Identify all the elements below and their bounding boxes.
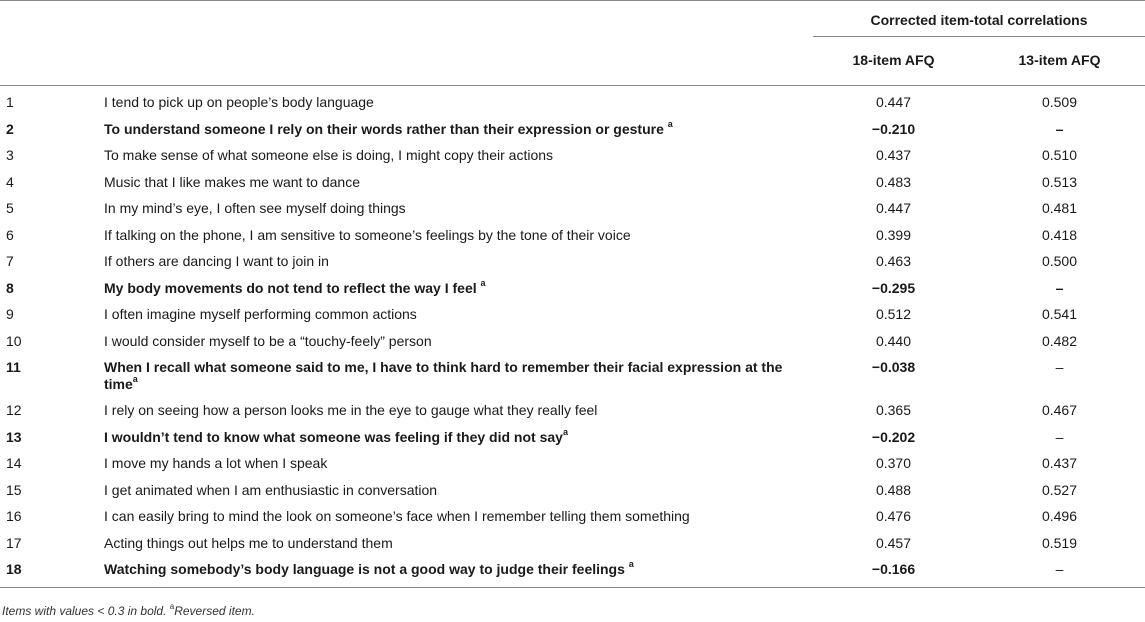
item-text: Watching somebody’s body language is not a good way to judge their feelings xyxy=(104,561,625,577)
item-number: 14 xyxy=(6,455,22,471)
column-header-13-item: 13-item AFQ xyxy=(974,37,1145,86)
table-row xyxy=(0,354,1145,397)
reversed-marker: a xyxy=(480,277,486,288)
header-row-columns xyxy=(0,37,1145,86)
value-13-item: 0.467 xyxy=(1041,402,1078,418)
item-text: If others are dancing I want to join in xyxy=(104,253,329,269)
item-text-cell xyxy=(104,503,813,530)
footnote-text: Items with values < 0.3 in bold. xyxy=(2,604,167,618)
value-13-item: 0.541 xyxy=(1041,306,1078,322)
item-number: 3 xyxy=(6,147,14,163)
value-18-item: 0.399 xyxy=(875,226,912,243)
value-18-item: 0.440 xyxy=(875,332,912,349)
item-text-cell xyxy=(104,450,813,477)
table-row xyxy=(0,424,1145,451)
footnote-sup: a xyxy=(169,602,175,611)
item-number: 1 xyxy=(6,94,14,110)
item-text: In my mind’s eye, I often see myself doing things xyxy=(104,200,406,216)
item-number: 13 xyxy=(6,428,22,445)
value-18-item: 0.463 xyxy=(875,253,912,269)
item-text-cell xyxy=(104,397,813,424)
item-number: 18 xyxy=(6,561,22,577)
table-row xyxy=(0,397,1145,424)
value-18-item: 0.512 xyxy=(875,306,912,322)
item-text: When I recall what someone said to me, I have to think hard to remember their facial expression at the time xyxy=(104,359,783,392)
value-18-item: 0.365 xyxy=(875,402,912,418)
value-13-item: 0.496 xyxy=(1041,508,1078,524)
reversed-marker: a xyxy=(562,426,568,437)
table-row xyxy=(0,248,1145,275)
value-13-item: 0.482 xyxy=(1041,332,1078,349)
item-text-cell xyxy=(104,530,813,557)
item-number: 4 xyxy=(6,173,14,190)
item-number: 10 xyxy=(6,332,22,349)
item-text-cell xyxy=(104,354,813,397)
column-header-18-item: 18-item AFQ xyxy=(813,37,974,86)
value-13-item: 0.513 xyxy=(1041,173,1078,190)
item-text-cell xyxy=(104,116,813,143)
value-13-item: – xyxy=(1055,359,1064,375)
item-text-cell xyxy=(104,424,813,451)
item-text-cell xyxy=(104,556,813,583)
value-18-item: −0.210 xyxy=(871,120,916,137)
item-number: 9 xyxy=(6,306,14,322)
value-18-item: −0.295 xyxy=(871,279,916,296)
footnote-text-2: Reversed item. xyxy=(174,604,255,618)
item-text: I wouldn’t tend to know what someone was feeling if they did not say xyxy=(104,428,563,445)
value-13-item: 0.510 xyxy=(1041,147,1078,163)
table-row xyxy=(0,301,1145,328)
item-text: I get animated when I am enthusiastic in conversation xyxy=(104,481,438,498)
value-18-item: 0.370 xyxy=(875,455,912,471)
item-text-cell xyxy=(104,275,813,302)
table-row xyxy=(0,275,1145,302)
table-row xyxy=(0,86,1145,116)
table-footnote xyxy=(2,604,255,618)
value-13-item: 0.481 xyxy=(1041,200,1078,216)
item-text-cell xyxy=(104,248,813,275)
header-row-group xyxy=(0,1,1145,37)
item-text-cell xyxy=(104,477,813,504)
item-number: 2 xyxy=(6,120,14,137)
table-row xyxy=(0,503,1145,530)
value-13-item: – xyxy=(1055,120,1064,137)
item-text-cell xyxy=(104,142,813,169)
item-number: 8 xyxy=(6,279,14,296)
reversed-marker: a xyxy=(667,118,673,129)
item-text-cell xyxy=(104,86,813,116)
item-text-cell xyxy=(104,169,813,196)
value-13-item: 0.418 xyxy=(1041,226,1078,243)
item-number: 16 xyxy=(6,508,22,524)
item-text: I move my hands a lot when I speak xyxy=(104,455,328,471)
value-18-item: 0.488 xyxy=(875,481,912,498)
value-13-item: – xyxy=(1055,561,1064,577)
value-13-item: 0.509 xyxy=(1041,94,1078,110)
item-text-cell xyxy=(104,328,813,355)
table-row xyxy=(0,530,1145,557)
item-text: I tend to pick up on people’s body language xyxy=(104,94,374,110)
value-13-item: – xyxy=(1055,428,1064,445)
reversed-marker: a xyxy=(628,559,634,570)
reversed-marker: a xyxy=(132,373,138,384)
table-row xyxy=(0,450,1145,477)
value-13-item: 0.437 xyxy=(1041,455,1078,471)
item-text: I can easily bring to mind the look on someone’s face when I remember telling them something xyxy=(104,508,690,524)
value-13-item: 0.527 xyxy=(1041,481,1078,498)
item-number: 7 xyxy=(6,253,14,269)
value-13-item: – xyxy=(1055,279,1064,296)
table-row xyxy=(0,328,1145,355)
table-row xyxy=(0,169,1145,196)
value-13-item: 0.519 xyxy=(1041,534,1078,551)
value-18-item: 0.447 xyxy=(875,94,912,110)
table-row xyxy=(0,556,1145,583)
item-text-cell xyxy=(104,301,813,328)
item-text: To make sense of what someone else is doing, I might copy their actions xyxy=(104,147,554,163)
value-18-item: 0.437 xyxy=(875,147,912,163)
value-18-item: −0.166 xyxy=(871,561,916,577)
value-18-item: −0.202 xyxy=(871,428,916,445)
table-row xyxy=(0,116,1145,143)
item-number: 15 xyxy=(6,481,22,498)
table-row xyxy=(0,222,1145,249)
item-text: If talking on the phone, I am sensitive to someone’s feelings by the tone of their voice xyxy=(104,226,631,243)
item-text-cell xyxy=(104,195,813,222)
value-18-item: 0.447 xyxy=(875,200,912,216)
item-number: 5 xyxy=(6,200,14,216)
item-number: 11 xyxy=(6,359,21,375)
item-number: 12 xyxy=(6,402,22,418)
item-number: 17 xyxy=(6,534,22,551)
item-text: Acting things out helps me to understand them xyxy=(104,534,393,551)
table-row xyxy=(0,142,1145,169)
group-header: Corrected item-total correlations xyxy=(813,1,1145,37)
value-13-item: 0.500 xyxy=(1041,253,1078,269)
table-row xyxy=(0,477,1145,504)
item-number: 6 xyxy=(6,226,14,243)
item-text-cell xyxy=(104,222,813,249)
value-18-item: 0.483 xyxy=(875,173,912,190)
item-text: My body movements do not tend to reflect the way I feel xyxy=(104,279,477,296)
table-row xyxy=(0,195,1145,222)
item-text: To understand someone I rely on their words rather than their expression or gesture xyxy=(104,120,664,137)
value-18-item: −0.038 xyxy=(871,359,916,375)
item-text: Music that I like makes me want to dance xyxy=(104,173,360,190)
value-18-item: 0.457 xyxy=(875,534,912,551)
bottom-rule xyxy=(0,583,1145,588)
item-text: I rely on seeing how a person looks me in the eye to gauge what they really feel xyxy=(104,402,598,418)
value-18-item: 0.476 xyxy=(875,508,912,524)
item-text: I often imagine myself performing common actions xyxy=(104,306,417,322)
item-text: I would consider myself to be a “touchy-feely” person xyxy=(104,332,432,349)
